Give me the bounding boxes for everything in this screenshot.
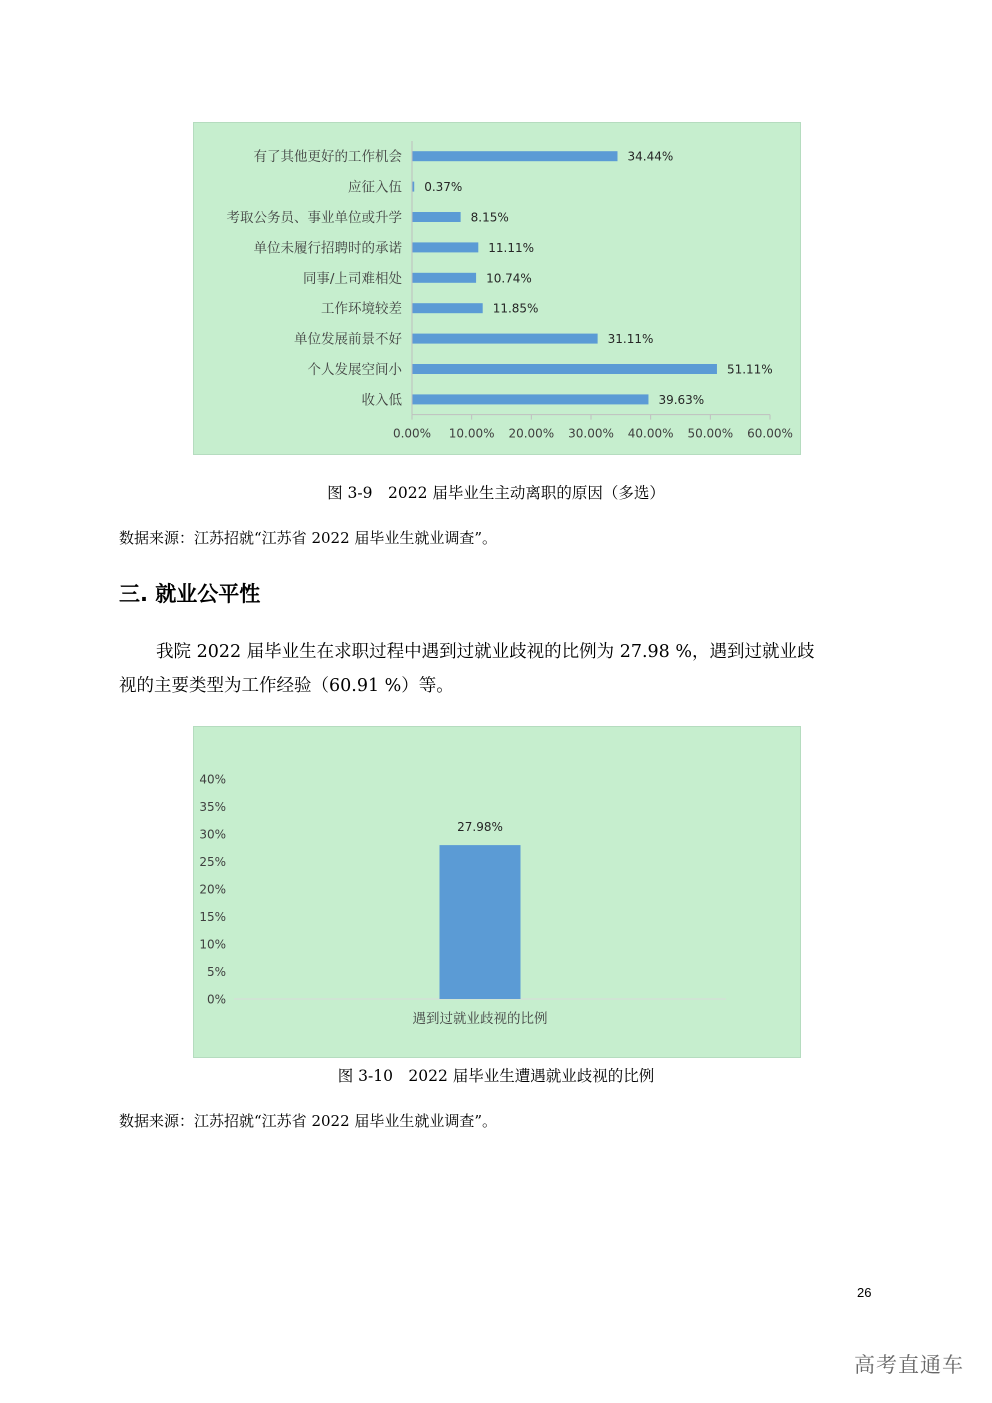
discrimination-chart-svg <box>194 727 800 1057</box>
data-source-note-2: 数据来源：江苏招就“江苏省 2022 届毕业生就业调查”。 <box>119 1112 498 1130</box>
discrimination-chart <box>193 726 801 1058</box>
bar <box>412 394 648 404</box>
x-tick-label: 30.00% <box>568 426 614 441</box>
y-tick-label: 15% <box>199 910 226 924</box>
reasons-chart <box>193 122 801 455</box>
section-paragraph-line-1: 我院 2022 届毕业生在求职过程中遇到过就业歧视的比例为 27.98 %，遇到过就业歧 <box>156 642 815 662</box>
bar <box>412 242 478 252</box>
y-tick-label: 5% <box>206 965 226 979</box>
data-label: 31.11% <box>607 332 654 347</box>
data-label: 27.98% <box>457 820 503 835</box>
bar <box>412 273 476 283</box>
x-tick-label: 20.00% <box>508 426 555 441</box>
reasons-chart-svg <box>194 123 800 454</box>
y-tick-label: 40% <box>199 772 226 787</box>
y-tick-label: 10% <box>199 937 226 952</box>
data-label: 11.11% <box>488 240 535 255</box>
bar <box>412 334 598 344</box>
data-label: 10.74% <box>486 271 532 286</box>
watermark: 高考直通车 <box>854 1353 964 1377</box>
x-tick-label: 10.00% <box>448 426 495 441</box>
y-tick-label: 0% <box>206 992 226 1007</box>
category-label: 考取公务员、事业单位或升学 <box>226 210 402 226</box>
y-tick-label: 35% <box>199 800 226 814</box>
section-heading: 三. 就业公平性 <box>119 582 261 606</box>
category-label: 应征入伍 <box>348 179 402 196</box>
category-label: 工作环境较差 <box>321 301 402 318</box>
category-label: 同事/上司难相处 <box>302 270 402 287</box>
data-label: 0.37% <box>424 180 463 195</box>
data-label: 51.11% <box>726 362 773 377</box>
data-label: 34.44% <box>627 149 674 164</box>
figure-caption-3-10: 图 3-10 2022 届毕业生遭遇就业歧视的比例 <box>337 1067 655 1085</box>
category-label: 收入低 <box>361 392 402 409</box>
page-number: 26 <box>857 1285 872 1300</box>
category-label: 个人发展空间小 <box>307 362 402 378</box>
figure-caption-3-9: 图 3-9 2022 届毕业生主动离职的原因（多选） <box>327 484 665 502</box>
x-tick-label: 50.00% <box>687 426 734 441</box>
bar <box>412 212 461 222</box>
section-paragraph-line-2: 视的主要类型为工作经验（60.91 %）等。 <box>119 676 454 696</box>
category-label: 单位发展前景不好 <box>294 331 402 348</box>
x-tick-label: 60.00% <box>747 426 793 441</box>
category-label: 遇到过就业歧视的比例 <box>412 1011 548 1027</box>
y-tick-label: 20% <box>199 882 226 897</box>
bar <box>412 303 483 313</box>
data-label: 11.85% <box>492 301 539 316</box>
category-label: 有了其他更好的工作机会 <box>253 149 402 166</box>
bar <box>440 845 521 999</box>
data-label: 39.63% <box>658 392 705 407</box>
x-tick-label: 40.00% <box>627 426 674 441</box>
y-tick-label: 25% <box>199 855 226 869</box>
category-label: 单位未履行招聘时的承诺 <box>253 240 402 257</box>
bar <box>412 364 717 374</box>
bar <box>412 151 617 161</box>
data-label: 8.15% <box>470 210 509 225</box>
y-tick-label: 30% <box>199 827 226 842</box>
data-source-note: 数据来源：江苏招就“江苏省 2022 届毕业生就业调查”。 <box>119 529 498 547</box>
x-tick-label: 0.00% <box>392 426 432 441</box>
